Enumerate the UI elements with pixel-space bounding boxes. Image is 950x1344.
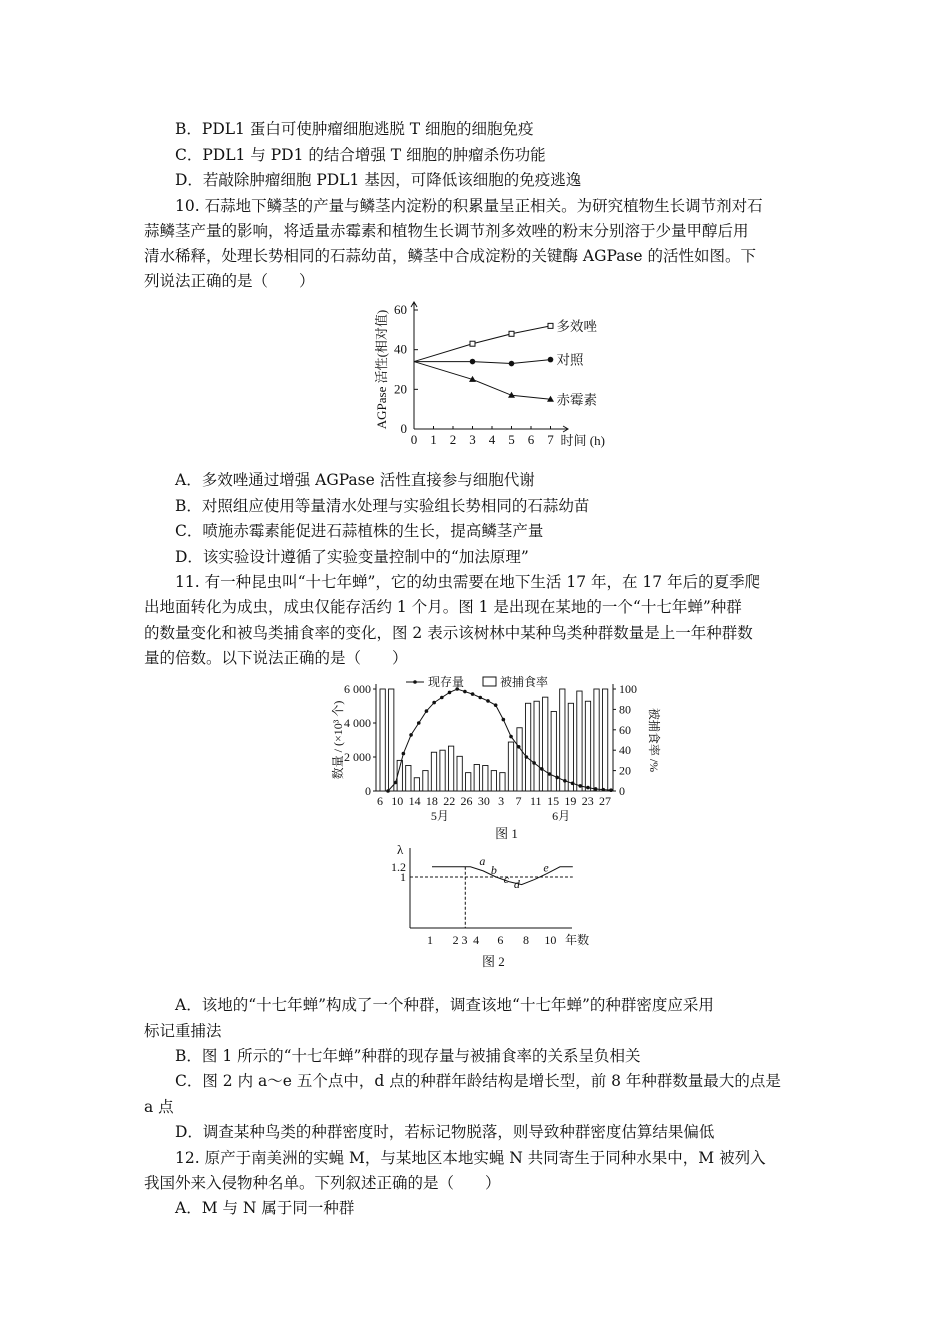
q11-option-c: C．图 2 内 a～e 五个点中，d 点的种群年龄结构是增长型，前 8 年种群数量最大的点是: [175, 1072, 781, 1090]
y-tick-label: 2 000: [344, 750, 371, 764]
data-point: [470, 341, 475, 346]
predation-bar: [560, 689, 565, 791]
y-tick-label: 0: [400, 421, 407, 436]
q11-stem-line: 量的倍数。以下说法正确的是（ ）: [144, 649, 408, 667]
predation-bar: [389, 689, 394, 791]
predation-bar: [380, 689, 385, 791]
x-tick-label: 7: [515, 794, 522, 808]
population-point: [571, 782, 575, 786]
q11-stem-line: 的数量变化和被鸟类捕食率的变化，图 2 表示该树林中某种鸟类种群数量是上一年种群数: [144, 624, 753, 642]
q12-option-a: A．M 与 N 属于同一种群: [175, 1199, 355, 1217]
population-point: [509, 735, 513, 739]
y-tick-label: 4 000: [344, 716, 371, 730]
q9-option-c: C．PDL1 与 PD1 的结合增强 T 细胞的肿瘤杀伤功能: [175, 146, 546, 164]
x-axis-label: 时间 (h): [560, 433, 605, 448]
q11-option-b: B．图 1 所示的“十七年蝉”种群的现存量与被捕食率的关系呈负相关: [175, 1047, 641, 1065]
population-point: [409, 733, 413, 737]
population-point: [402, 752, 406, 756]
predation-bar: [457, 756, 462, 791]
predation-bar: [551, 711, 556, 791]
predation-bar: [440, 750, 445, 791]
y-tick-label: 6 000: [344, 682, 371, 696]
predation-bar: [594, 689, 599, 791]
q10-stem-line: 列说法正确的是（ ）: [144, 272, 315, 290]
y-tick-label: 1.2: [391, 859, 406, 874]
y2-tick-label: 80: [619, 702, 631, 717]
y-tick-label: 0: [365, 784, 371, 798]
y-tick-label: 40: [394, 341, 407, 357]
data-point: [509, 331, 514, 336]
x-tick-label: 30: [477, 794, 490, 808]
population-point: [609, 788, 613, 792]
point-label: c: [503, 872, 510, 886]
x-tick-label: 27: [599, 794, 611, 808]
x-tick-label: 3: [469, 432, 476, 447]
legend-label: 被捕食率: [500, 675, 549, 689]
lambda-line: [432, 867, 573, 885]
predation-bar: [491, 771, 496, 791]
x-tick-label: 14: [408, 794, 421, 808]
population-point: [494, 703, 498, 707]
q10-option-d: D．该实验设计遵循了实验变量控制中的“加法原理”: [175, 548, 529, 566]
x-tick-label: 26: [460, 794, 473, 808]
figure-title: 图 2: [482, 954, 505, 969]
series-line: [414, 360, 551, 364]
y-tick-label: 1: [400, 870, 406, 884]
x-tick-label: 8: [523, 933, 529, 947]
predation-bar: [508, 742, 513, 791]
y2-tick-label: 20: [619, 763, 631, 778]
series-line: [414, 326, 551, 362]
population-point: [586, 786, 590, 790]
population-point: [548, 772, 552, 776]
x-tick-label: 18: [425, 794, 438, 808]
predation-bar: [414, 778, 419, 791]
data-point: [470, 359, 476, 365]
x-tick-label: 0: [410, 432, 418, 447]
q11-option-c-cont: a 点: [144, 1098, 174, 1116]
predation-bar: [568, 703, 573, 791]
population-point: [463, 690, 467, 694]
population-point: [525, 755, 529, 759]
q10-option-c: C．喷施赤霉素能促进石蒜植株的生长，提高鳞茎产量: [175, 522, 544, 540]
y2-tick-label: 60: [619, 722, 631, 737]
x-tick-label: 5: [508, 432, 515, 447]
point-label: a: [479, 853, 486, 868]
month-label: 6月: [552, 809, 571, 823]
population-point: [394, 781, 398, 785]
population-point: [471, 692, 475, 696]
point-label: d: [513, 877, 520, 892]
x-tick-label: 2: [452, 933, 459, 947]
x-tick-label: 7: [547, 432, 554, 447]
x-tick-label: 10: [544, 933, 557, 947]
q11-option-a: A．该地的“十七年蝉”构成了一个种群，调查该地“十七年蝉”的种群密度应采用: [175, 996, 714, 1014]
y2-tick-label: 100: [619, 682, 637, 696]
q12-stem-line: 我国外来入侵物种名单。下列叙述正确的是（ ）: [144, 1174, 501, 1192]
population-point: [432, 701, 436, 705]
predation-bar: [500, 773, 505, 791]
predation-bar: [431, 752, 436, 791]
x-tick-label: 23: [581, 794, 594, 808]
predation-bar: [448, 746, 453, 791]
cicada-population-chart: [328, 670, 661, 841]
x-tick-label: 6: [497, 933, 504, 947]
population-point: [440, 696, 444, 700]
predation-bar: [577, 691, 582, 791]
agpase-activity-chart: [368, 292, 638, 452]
data-point: [548, 357, 554, 363]
q9-option-d: D．若敲除肿瘤细胞 PDL1 基因，可降低该细胞的免疫逃逸: [175, 171, 582, 189]
population-point: [594, 787, 598, 791]
population-point: [555, 776, 559, 780]
population-point: [386, 789, 390, 793]
month-label: 5月: [430, 809, 449, 823]
legend-box: [483, 677, 496, 686]
predation-bar: [543, 697, 548, 791]
y2-tick-label: 40: [619, 743, 631, 758]
x-tick-label: 11: [529, 794, 542, 808]
population-point: [540, 767, 544, 771]
x-tick-label: 6: [377, 794, 383, 808]
population-point: [532, 761, 536, 765]
population-point: [448, 691, 452, 695]
series-label: 对照: [556, 352, 584, 368]
x-tick-label: 6: [527, 432, 535, 447]
x-tick-label: 15: [547, 794, 560, 808]
series-line: [414, 362, 551, 400]
x-tick-label: 3: [461, 933, 468, 947]
q11-stem-line: 出地面转化为成虫，成虫仅能存活约 1 个月。图 1 是出现在某地的一个“十七年蝉”种群: [144, 598, 742, 616]
point-label: b: [490, 862, 497, 877]
x-tick-label: 3: [498, 794, 505, 808]
population-point: [602, 788, 606, 792]
x-tick-label: 4: [488, 432, 496, 447]
q12-stem-line: 12. 原产于南美洲的实蝇 M，与某地区本地实蝇 N 共同寄生于同种水果中，M 被列入: [175, 1149, 766, 1167]
legend-label: 现存量: [428, 675, 465, 689]
q11-stem-line: 11. 有一种昆虫叫“十七年蝉”，它的幼虫需要在地下生活 17 年，在 17 年后的夏季爬: [175, 573, 761, 591]
population-point: [486, 699, 490, 703]
data-point: [509, 361, 515, 367]
predation-bar: [474, 764, 479, 791]
predation-bar: [602, 689, 607, 791]
q10-option-a: A．多效唑通过增强 AGPase 活性直接参与细胞代谢: [175, 471, 535, 489]
predation-bar: [483, 766, 488, 792]
q10-stem-line: 10. 石蒜地下鳞茎的产量与鳞茎内淀粉的积累量呈正相关。为研究植物生长调节剂对石: [175, 197, 763, 215]
population-point: [517, 745, 521, 749]
x-axis-label: 年数: [565, 933, 590, 947]
predation-bar: [525, 703, 530, 791]
y2-tick-label: 0: [619, 784, 625, 798]
x-tick-label: 19: [564, 794, 577, 808]
predation-bar: [466, 773, 471, 791]
q10-option-b: B．对照组应使用等量清水处理与实验组长势相同的石蒜幼苗: [175, 497, 590, 515]
population-point: [578, 784, 582, 788]
right-axis-label: 被捕食率 /%: [647, 707, 661, 773]
x-tick-label: 4: [473, 933, 480, 947]
y-axis-label: λ: [397, 842, 404, 857]
series-label: 赤霉素: [556, 392, 597, 408]
q11-option-d: D．调查某种鸟类的种群密度时，若标记物脱落，则导致种群密度估算结果偏低: [175, 1123, 715, 1141]
x-tick-label: 1: [427, 933, 433, 947]
x-tick-label: 22: [443, 794, 456, 808]
y-tick-label: 60: [394, 302, 407, 317]
x-tick-label: 10: [391, 794, 404, 808]
data-point: [548, 323, 553, 328]
predation-bar: [534, 701, 539, 791]
predation-bar: [423, 771, 428, 791]
population-point: [417, 721, 421, 725]
series-label: 多效唑: [556, 318, 597, 334]
predation-bar: [585, 701, 590, 791]
point-label: e: [543, 860, 549, 875]
bird-lambda-chart: [392, 840, 592, 975]
q9-option-b: B．PDL1 蛋白可使肿瘤细胞逃脱 T 细胞的细胞免疫: [175, 120, 534, 138]
q11-option-a-cont: 标记重捕法: [144, 1022, 222, 1040]
predation-bar: [517, 728, 522, 791]
figure-title: 图 1: [495, 826, 518, 841]
x-tick-label: 2: [449, 432, 457, 447]
x-tick-label: 1: [430, 432, 437, 447]
population-point: [563, 779, 567, 783]
population-point: [478, 696, 482, 700]
q10-stem-line: 蒜鳞茎产量的影响，将适量赤霉素和植物生长调节剂多效唑的粉末分别溶于少量甲醇后用: [144, 222, 749, 240]
y-tick-label: 20: [394, 381, 407, 397]
population-point: [425, 709, 429, 713]
population-point: [502, 718, 506, 722]
legend-marker: [413, 680, 417, 684]
y-axis-label: AGPase 活性(相对值): [374, 309, 389, 430]
left-axis-label: 数量 / (×10³ 个): [331, 700, 345, 780]
q10-stem-line: 清水稀释，处理长势相同的石蒜幼苗，鳞茎中合成淀粉的关键酶 AGPase 的活性如图。下: [144, 247, 757, 265]
predation-bar: [406, 766, 411, 792]
